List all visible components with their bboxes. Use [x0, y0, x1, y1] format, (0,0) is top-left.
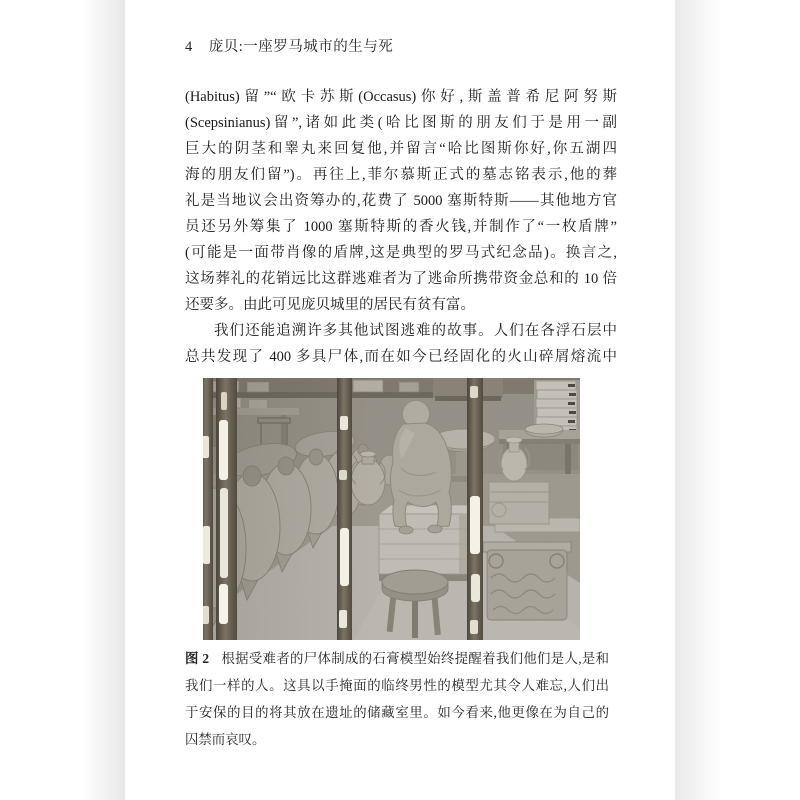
- figure-photo: [203, 378, 580, 640]
- body-line: (可能是一面带肖像的盾牌,这是典型的罗马式纪念品)。换言之,: [185, 245, 617, 261]
- photo-vignette: [203, 378, 580, 640]
- body-line: 还要多。由此可见庞贝城里的居民有贫有富。: [185, 297, 475, 313]
- caption-label: 图 2: [185, 651, 210, 666]
- page-number: 4: [185, 39, 193, 55]
- caption-text: 根据受难者的尸体制成的石膏模型始终提醒着我们他们是人,是和: [221, 651, 609, 666]
- bar-1: [203, 378, 213, 640]
- body-line: (Scepsinianus)留”,诸如此类(哈比图斯的朋友们于是用一副: [185, 115, 617, 131]
- running-header: [185, 36, 615, 58]
- page-fold-shadow-right: [675, 0, 722, 800]
- body-line: 海的朋友们留”)。再往上,菲尔慕斯正式的墓志铭表示,他的葬: [185, 167, 617, 183]
- body-line: 这场葬礼的花销远比这群逃难者为了逃命所携带资金总和的 10 倍: [185, 271, 617, 287]
- body-text-block: [185, 84, 617, 370]
- body-line: 总共发现了 400 多具尸体,而在如今已经固化的火山碎屑熔流中: [185, 349, 617, 365]
- bar-3: [337, 378, 352, 640]
- caption-line: 我们一样的人。这具以手掩面的临终男性的模型尤其令人难忘,人们出: [185, 678, 609, 693]
- body-line: 礼是当地议会出资筹办的,花费了 5000 塞斯特斯——其他地方官: [185, 193, 617, 209]
- body-line: (Habitus)留”“欧卡苏斯(Occasus)你好,斯盖普希尼阿努斯: [185, 89, 617, 105]
- bar-4: [467, 378, 483, 640]
- body-line: 巨大的阴茎和睾丸来回复他,并留言“哈比图斯你好,你五湖四: [185, 141, 617, 157]
- figure-photo-image: [203, 378, 580, 640]
- caption-line: 囚禁而哀叹。: [185, 732, 266, 747]
- figure-caption: [185, 645, 609, 753]
- caption-line: [185, 645, 609, 672]
- book-title: 庞贝:一座罗马城市的生与死: [208, 39, 394, 55]
- caption-line: 于安保的目的将其放在遗址的储藏室里。如今看来,他更像在为自己的: [185, 705, 609, 720]
- body-line: 员还另外筹集了 1000 塞斯特斯的香火钱,并制作了“一枚盾牌”: [185, 219, 617, 235]
- body-line: 我们还能追溯许多其他试图逃难的故事。人们在各浮石层中: [214, 323, 617, 339]
- bar-2: [216, 378, 237, 640]
- page-fold-shadow-left: [82, 0, 125, 800]
